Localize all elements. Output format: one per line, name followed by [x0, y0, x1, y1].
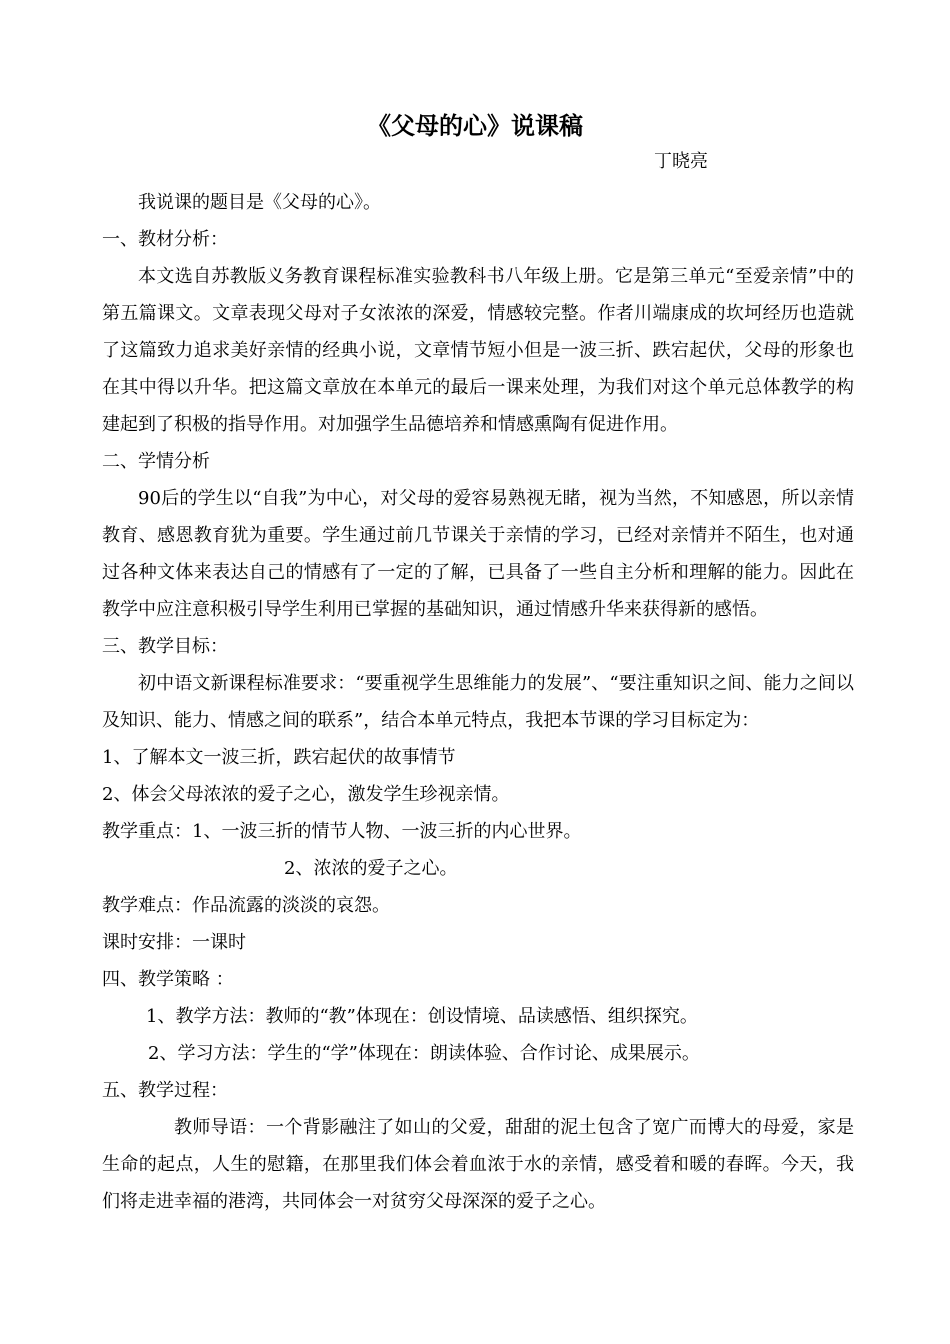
textbook-analysis-paragraph: 本文选自苏教版义务教育课程标准实验教科书八年级上册。它是第三单元“至爱亲情”中的第五篇课文。文章表现父母对子女浓浓的深爱，情感较完整。作者川端康成的坎坷经历也造就了这篇致力追求美好亲情的经典小说，文章情节短小但是一波三折、跌宕起伏，父母的形象也在其中得以升华。把这篇文章放在本单元的最后一课来处理，为我们对这个单元总体教学的构建起到了积极的指导作用。对加强学生品德培养和情感熏陶有促进作用。 — [102, 266, 854, 435]
document-title: 《父母的心》说课稿 — [367, 111, 583, 140]
intro-paragraph: 我说课的题目是《父母的心》。 — [138, 192, 381, 213]
goal-item-2: 2、体会父母浓浓的爱子之心，激发学生珍视亲情。 — [102, 784, 510, 805]
class-schedule: 课时安排：一课时 — [102, 932, 246, 953]
section-heading-4: 四、教学策略 ： — [102, 969, 234, 990]
goal-item-1: 1、了解本文一波三折，跌宕起伏的故事情节 — [102, 747, 456, 768]
teaching-goals-paragraph: 初中语文新课程标准要求：“要重视学生思维能力的发展”、“要注重知识之间、能力之间以及知识、能力、情感之间的联系”，结合本单元特点，我把本节课的学习目标定为： — [102, 673, 854, 731]
section-heading-3: 三、教学目标： — [102, 636, 228, 657]
section-heading-2: 二、学情分析 — [102, 451, 210, 472]
section-heading-5: 五、教学过程： — [102, 1080, 228, 1101]
document-body — [102, 184, 854, 1220]
teaching-difficulty: 教学难点：作品流露的淡淡的哀怨。 — [102, 895, 390, 916]
teacher-intro-paragraph: 教师导语：一个背影融注了如山的父爱，甜甜的泥土包含了宽广而博大的母爱，家是生命的起点，人生的慰籍，在那里我们体会着血浓于水的亲情，感受着和暖的春晖。今天，我们将走进幸福的港湾，共同体会一对贫穷父母深深的爱子之心。 — [102, 1117, 854, 1212]
author-name: 丁晓亮 — [654, 151, 708, 172]
strategy-item-1: 1、教学方法：教师的“教”体现在：创设情境、品读感悟、组织探究。 — [146, 1006, 698, 1027]
teaching-focus-1: 教学重点：1、一波三折的情节人物、一波三折的内心世界。 — [102, 821, 582, 842]
section-heading-1: 一、教材分析： — [102, 229, 228, 250]
strategy-item-2: 2、学习方法：学生的“学”体现在：朗读体验、合作讨论、成果展示。 — [148, 1043, 700, 1064]
student-analysis-paragraph: 90后的学生以“自我”为中心，对父母的爱容易熟视无睹，视为当然，不知感恩，所以亲情教育、感恩教育犹为重要。学生通过前几节课关于亲情的学习，已经对亲情并不陌生，也对通过各种文体来表达自己的情感有了一定的了解，已具备了一些自主分析和理解的能力。因此在教学中应注意积极引导学生利用已掌握的基础知识，通过情感升华来获得新的感悟。 — [102, 488, 854, 620]
teaching-focus-2: 2、浓浓的爱子之心。 — [284, 858, 458, 879]
